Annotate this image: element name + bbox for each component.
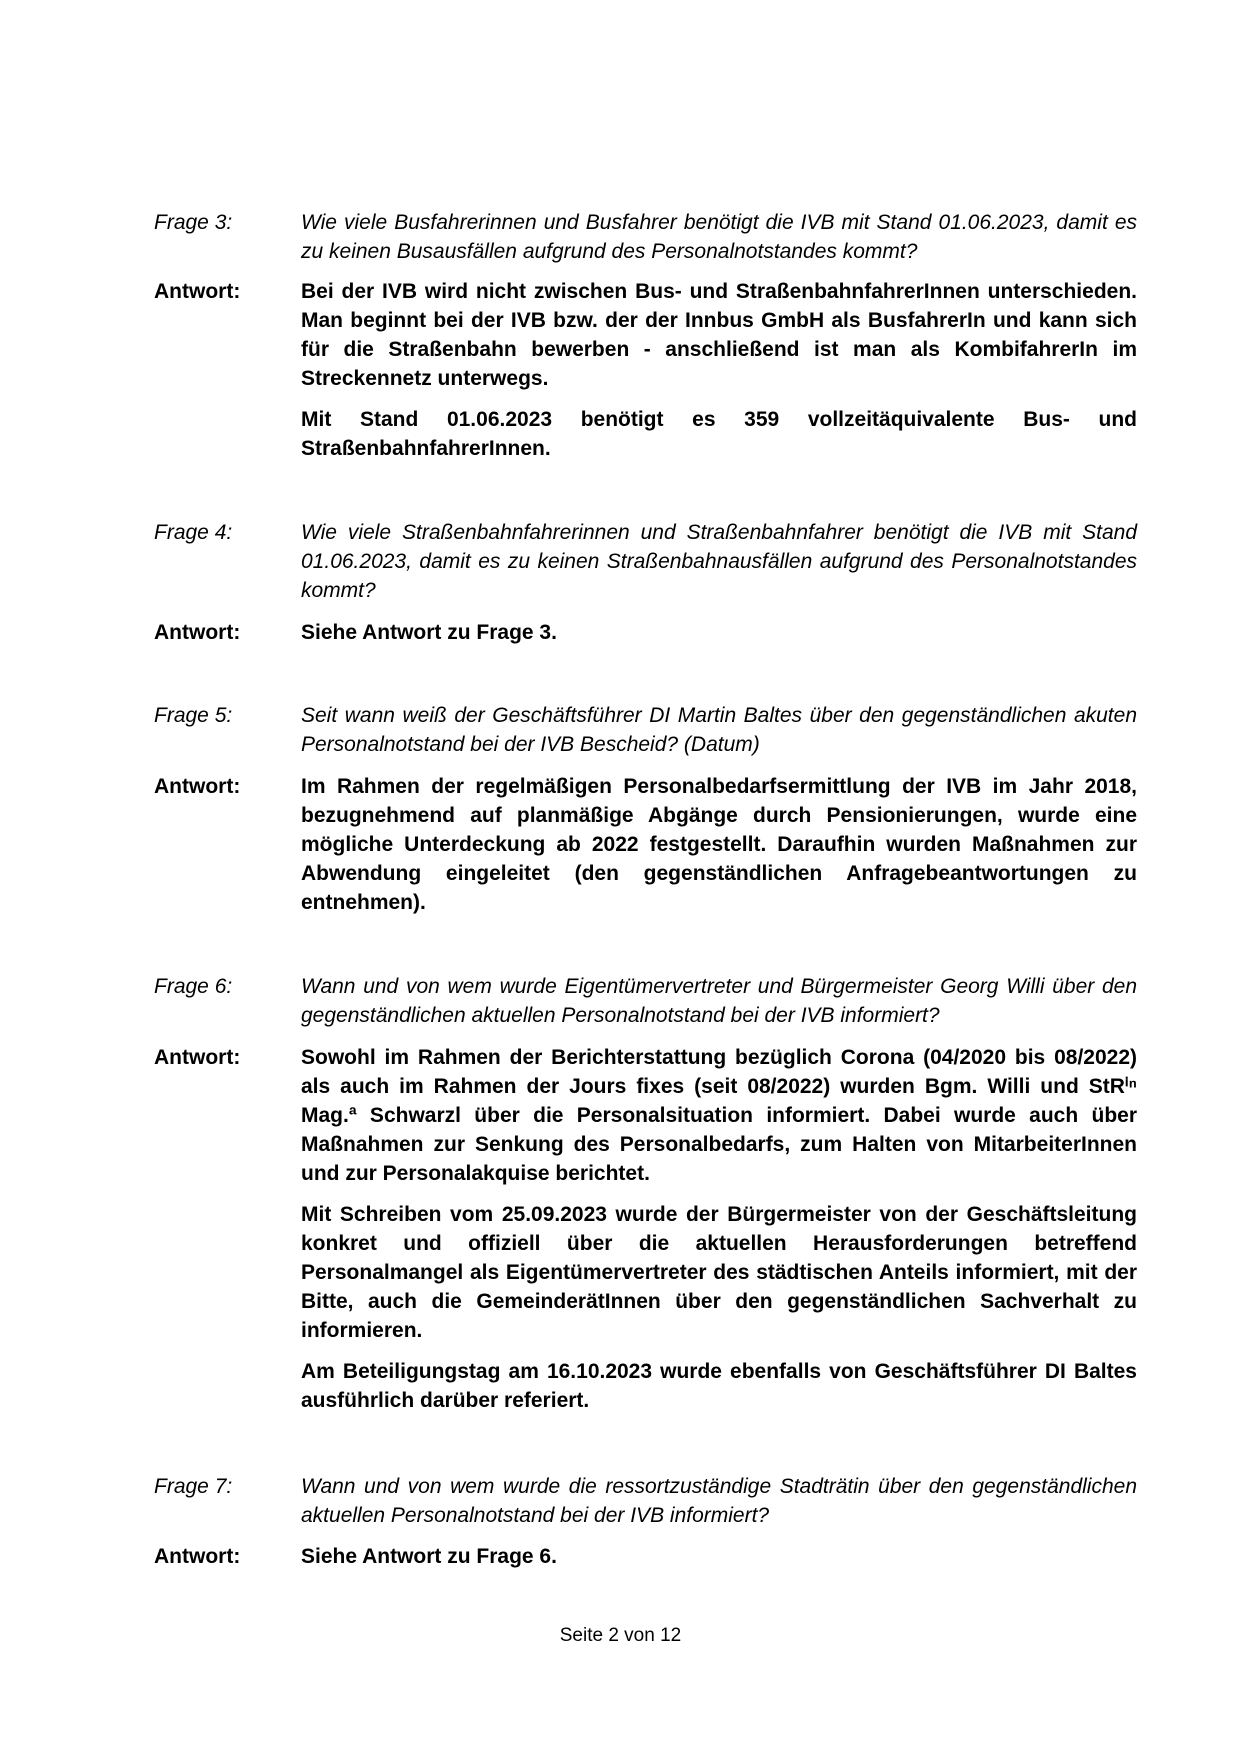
paragraph: Wie viele Busfahrerinnen und Busfahrer benötigt die IVB mit Stand 01.06.2023, damit es zu keinen Busausfällen aufgrund des Personalnotstandes kommt? xyxy=(301,211,1137,263)
question-block xyxy=(154,972,1137,1030)
question-label: Frage 7: xyxy=(154,1475,233,1498)
paragraph: Im Rahmen der regelmäßigen Personalbedarfsermittlung der IVB im Jahr 2018, bezugnehmend auf planmäßige Abgänge durch Pensionierungen, wurde eine mögliche Unterdeckung ab 2022 festgestellt. Daraufhin wurden Maßnahmen zur Abwendung eingeleitet (den gegenständlichen Anfragebeantwortungen zu entnehmen). xyxy=(301,775,1137,914)
paragraph: Mit Stand 01.06.2023 benötigt es 359 vollzeitäquivalente Bus- und StraßenbahnfahrerInnen. xyxy=(301,408,1137,460)
paragraph: Wann und von wem wurde die ressortzuständige Stadträtin über den gegenständlichen aktuellen Personalnotstand bei der IVB informiert? xyxy=(301,1475,1137,1527)
paragraph: Sowohl im Rahmen der Berichterstattung bezüglich Corona (04/2020 bis 08/2022) als auch im Rahmen der Jours fixes (seit 08/2022) wurden Bgm. Willi und StRⁱⁿ Mag.ª Schwarzl über die Personalsituation informiert. Dabei wurde auch über Maßnahmen zur Senkung des Personalbedarfs, zum Halten von MitarbeiterInnen und zur Personalakquise berichtet. xyxy=(301,1046,1137,1185)
answer-block xyxy=(154,277,1137,463)
answer-text xyxy=(301,772,1137,917)
question-label: Frage 6: xyxy=(154,975,233,998)
paragraph: Wann und von wem wurde Eigentümervertreter und Bürgermeister Georg Willi über den gegenständlichen aktuellen Personalnotstand bei der IVB informiert? xyxy=(301,975,1137,1027)
question-text xyxy=(301,972,1137,1030)
answer-label: Antwort: xyxy=(154,1545,241,1568)
question-text xyxy=(301,518,1137,605)
question-text xyxy=(301,208,1137,266)
answer-text xyxy=(301,1043,1137,1415)
answer-block xyxy=(154,772,1137,917)
paragraph: Siehe Antwort zu Frage 6. xyxy=(301,1545,557,1568)
answer-text xyxy=(301,618,1137,647)
answer-label: Antwort: xyxy=(154,280,241,303)
question-block xyxy=(154,208,1137,266)
paragraph: Bei der IVB wird nicht zwischen Bus- und StraßenbahnfahrerInnen unterschieden. Man beginnt bei der IVB bzw. der der Innbus GmbH als BusfahrerIn und kann sich für die Straßenbahn bewerben - anschließend ist man als KombifahrerIn im Streckennetz unterwegs. xyxy=(301,280,1137,390)
question-block xyxy=(154,701,1137,759)
question-label: Frage 3: xyxy=(154,211,233,234)
answer-label: Antwort: xyxy=(154,1046,241,1069)
answer-text xyxy=(301,277,1137,463)
question-block xyxy=(154,518,1137,605)
answer-block xyxy=(154,618,1137,647)
question-label: Frage 4: xyxy=(154,521,233,544)
answer-block xyxy=(154,1043,1137,1415)
answer-text xyxy=(301,1542,1137,1571)
question-text xyxy=(301,1472,1137,1530)
paragraph: Am Beteiligungstag am 16.10.2023 wurde ebenfalls von Geschäftsführer DI Baltes ausführlich darüber referiert. xyxy=(301,1360,1137,1412)
question-text xyxy=(301,701,1137,759)
paragraph: Siehe Antwort zu Frage 3. xyxy=(301,621,557,644)
paragraph: Wie viele Straßenbahnfahrerinnen und Straßenbahnfahrer benötigt die IVB mit Stand 01.06.2023, damit es zu keinen Straßenbahnausfällen aufgrund des Personalnotstandes kommt? xyxy=(301,521,1137,602)
page-footer: Seite 2 von 12 xyxy=(559,1625,682,1646)
answer-label: Antwort: xyxy=(154,621,241,644)
paragraph: Mit Schreiben vom 25.09.2023 wurde der Bürgermeister von der Geschäftsleitung konkret und offiziell über die aktuellen Herausforderungen betreffend Personalmangel als Eigentümervertreter des städtischen Anteils informiert, mit der Bitte, auch die GemeinderätInnen über den gegenständlichen Sachverhalt zu informieren. xyxy=(301,1203,1137,1342)
answer-block xyxy=(154,1542,1137,1571)
question-label: Frage 5: xyxy=(154,704,233,727)
question-block xyxy=(154,1472,1137,1530)
paragraph: Seit wann weiß der Geschäftsführer DI Martin Baltes über den gegenständlichen akuten Personalnotstand bei der IVB Bescheid? (Datum) xyxy=(301,704,1137,756)
answer-label: Antwort: xyxy=(154,775,241,798)
